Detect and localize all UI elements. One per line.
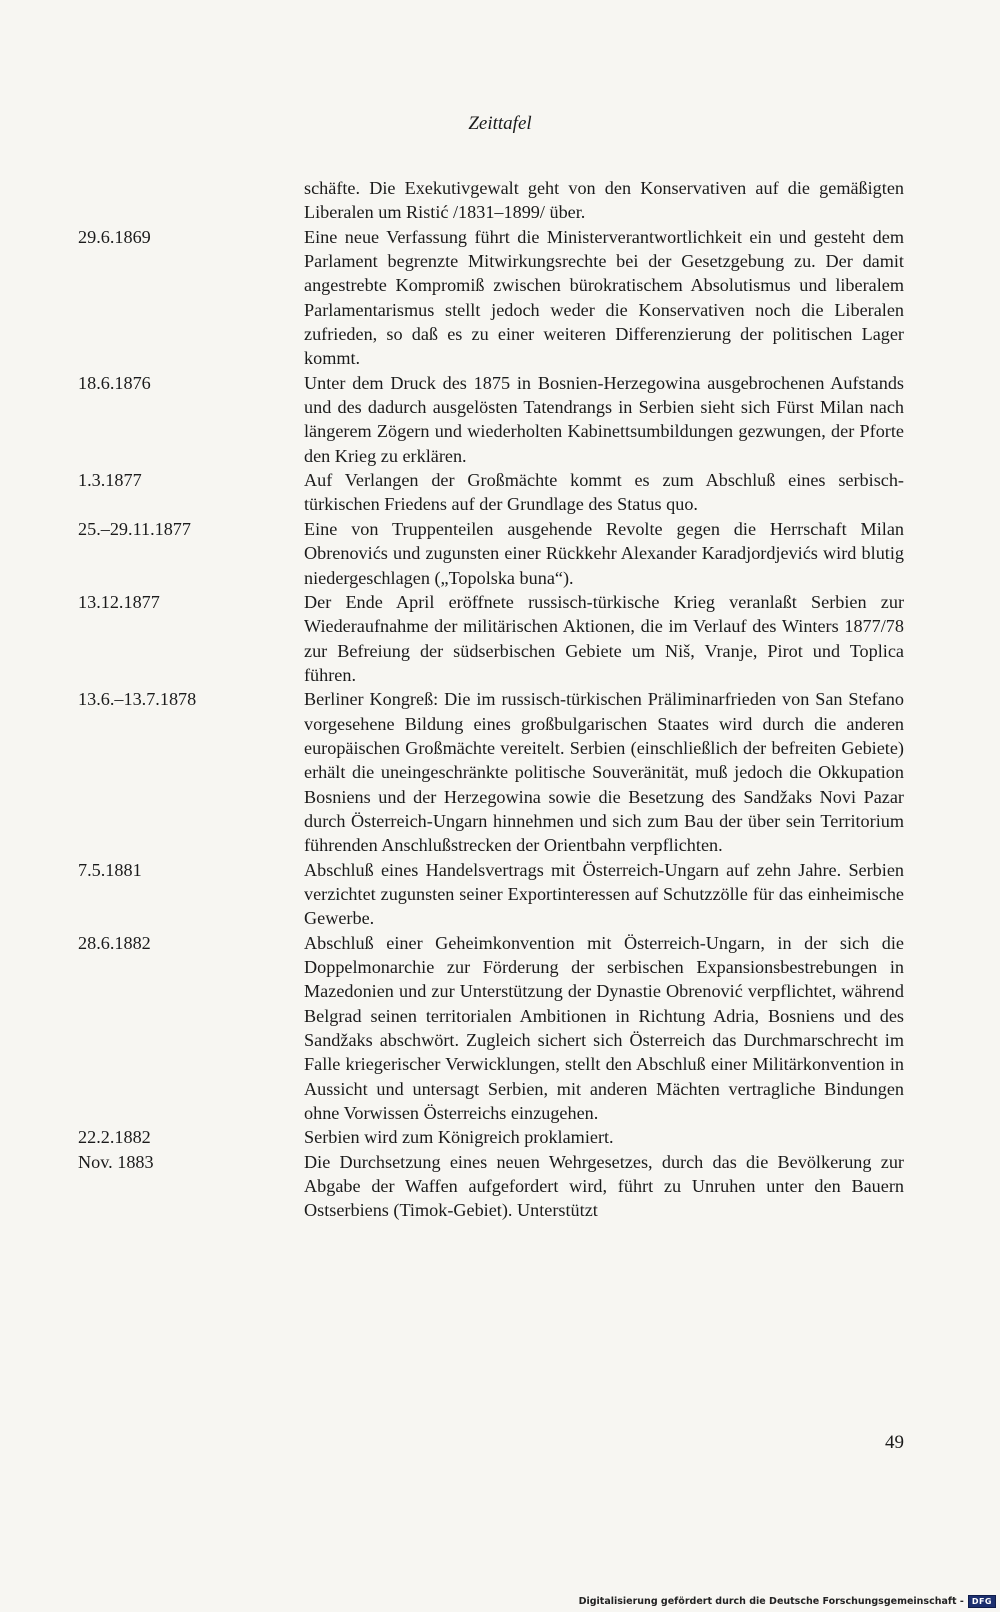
entry-date bbox=[78, 176, 304, 225]
entry-date: Nov. 1883 bbox=[78, 1151, 154, 1172]
entry-text: Eine neue Verfassung führt die Ministerverantwortlichkeit ein und gesteht dem Parlament begrenzte Mitwirkungsrechte bei der Gesetzgebung zu. Der damit angestrebte Kompromiß zwischen bürokratischem Absolutismus und liberalem Parlamentarismus stellt jedoch weder die Konservativen noch die Liberalen zufrieden, so daß es zu einer weiteren Differenzierung der politischen Lager kommt. bbox=[304, 226, 904, 369]
chronology-table bbox=[78, 176, 904, 1223]
running-title: Zeittafel bbox=[468, 113, 532, 134]
entry-date: 25.–29.11.1877 bbox=[78, 518, 191, 539]
entry-text: Abschluß einer Geheimkonvention mit Österreich-Ungarn, in der sich die Doppelmonarchie zur Förderung der serbischen Expansionsbestrebungen in Mazedonien und zur Unterstützung der Dynastie Obrenović verpflichtet, während Belgrad seinen territorialen Ambitionen in Richtung Adria, Bosniens und des Sandžaks abschwört. Zugleich sichert sich Österreich das Durchmarschrecht im Falle kriegerischer Verwicklungen, stellt den Abschluß einer Militärkonvention in Aussicht und untersagt Serbien, mit anderen Mächten vertragliche Bindungen ohne Vorwissen Österreichs einzugehen. bbox=[304, 932, 904, 1124]
entry-date: 22.2.1882 bbox=[78, 1127, 151, 1148]
entry-text: Abschluß eines Handelsvertrags mit Österreich-Ungarn auf zehn Jahre. Serbien verzichtet zugunsten seiner Exportinteressen auf Schutzzölle für das einheimische Gewerbe. bbox=[304, 859, 904, 929]
entry-date: 7.5.1881 bbox=[78, 859, 142, 880]
entry-text: Unter dem Druck des 1875 in Bosnien-Herzegowina ausgebrochenen Aufstands und des dadurch ausgelösten Tatendrangs in Serbien sieht sich Fürst Milan nach längerem Zögern und wiederholten Kabinettsumbildungen gezwungen, der Pforte den Krieg zu erklären. bbox=[304, 372, 904, 466]
page-number: 49 bbox=[885, 1432, 904, 1453]
chronology-entry bbox=[78, 858, 904, 931]
chronology-entry bbox=[78, 590, 904, 687]
chronology-entry bbox=[78, 517, 904, 590]
credit-text: Digitalisierung gefördert durch die Deutsche Forschungsgemeinschaft - bbox=[578, 1596, 964, 1607]
entry-date: 29.6.1869 bbox=[78, 226, 151, 247]
chronology-entry bbox=[78, 176, 904, 225]
entry-date: 1.3.1877 bbox=[78, 470, 142, 491]
chronology-entry bbox=[78, 468, 904, 517]
chronology-entry bbox=[78, 931, 904, 1126]
chronology-entry bbox=[78, 687, 904, 857]
entry-date: 13.12.1877 bbox=[78, 591, 160, 612]
entry-text: Berliner Kongreß: Die im russisch-türkischen Präliminarfrieden von San Stefano vorgesehene Bildung eines großbulgarischen Staates wird durch die anderen europäischen Großmächte vereitelt. Serbien (einschließlich der befreiten Gebiete) erhält die uneingeschränkte politische Souveränität, muß jedoch die Okkupation Bosniens und der Herzegowina sowie die Besetzung des Sandžaks Novi Pazar durch Österreich-Ungarn hinnehmen und sich zum Bau der über sein Territorium führenden Anschlußstrecken der Orientbahn verpflichten. bbox=[304, 689, 904, 856]
entry-text: Die Durchsetzung eines neuen Wehrgesetzes, durch das die Bevölkerung zur Abgabe der Waffen aufgefordert wird, führt zu Unruhen unter den Bauern Ostserbiens (Timok-Gebiet). Unterstützt bbox=[304, 1151, 904, 1221]
chronology-entry bbox=[78, 225, 904, 371]
entry-text: Der Ende April eröffnete russisch-türkische Krieg veranlaßt Serbien zur Wiederaufnahme der militärischen Aktionen, die im Verlauf des Winters 1877/78 zur Befreiung der südserbischen Gebiete um Niš, Vranje, Pirot und Toplica führen. bbox=[304, 591, 904, 685]
entry-text: Auf Verlangen der Großmächte kommt es zum Abschluß eines serbisch-türkischen Friedens auf der Grundlage des Status quo. bbox=[304, 470, 904, 515]
entry-date: 13.6.–13.7.1878 bbox=[78, 689, 197, 710]
chronology-entry bbox=[78, 1125, 904, 1149]
chronology-entry bbox=[78, 371, 904, 468]
chronology-entry bbox=[78, 1150, 904, 1223]
entry-text: Serbien wird zum Königreich proklamiert. bbox=[304, 1127, 614, 1148]
digitization-credit bbox=[579, 1595, 996, 1608]
entry-text: Eine von Truppenteilen ausgehende Revolte gegen die Herrschaft Milan Obrenovićs und zugunsten einer Rückkehr Alexander Karadjordjevićs wird blutig niedergeschlagen („Topolska buna“). bbox=[304, 518, 904, 588]
entry-date: 28.6.1882 bbox=[78, 932, 151, 953]
dfg-logo-icon: DFG bbox=[968, 1595, 996, 1608]
entry-date: 18.6.1876 bbox=[78, 372, 151, 393]
entry-text: schäfte. Die Exekutivgewalt geht von den Konservativen auf die gemäßigten Liberalen um Ristić /1831–1899/ über. bbox=[304, 178, 904, 223]
